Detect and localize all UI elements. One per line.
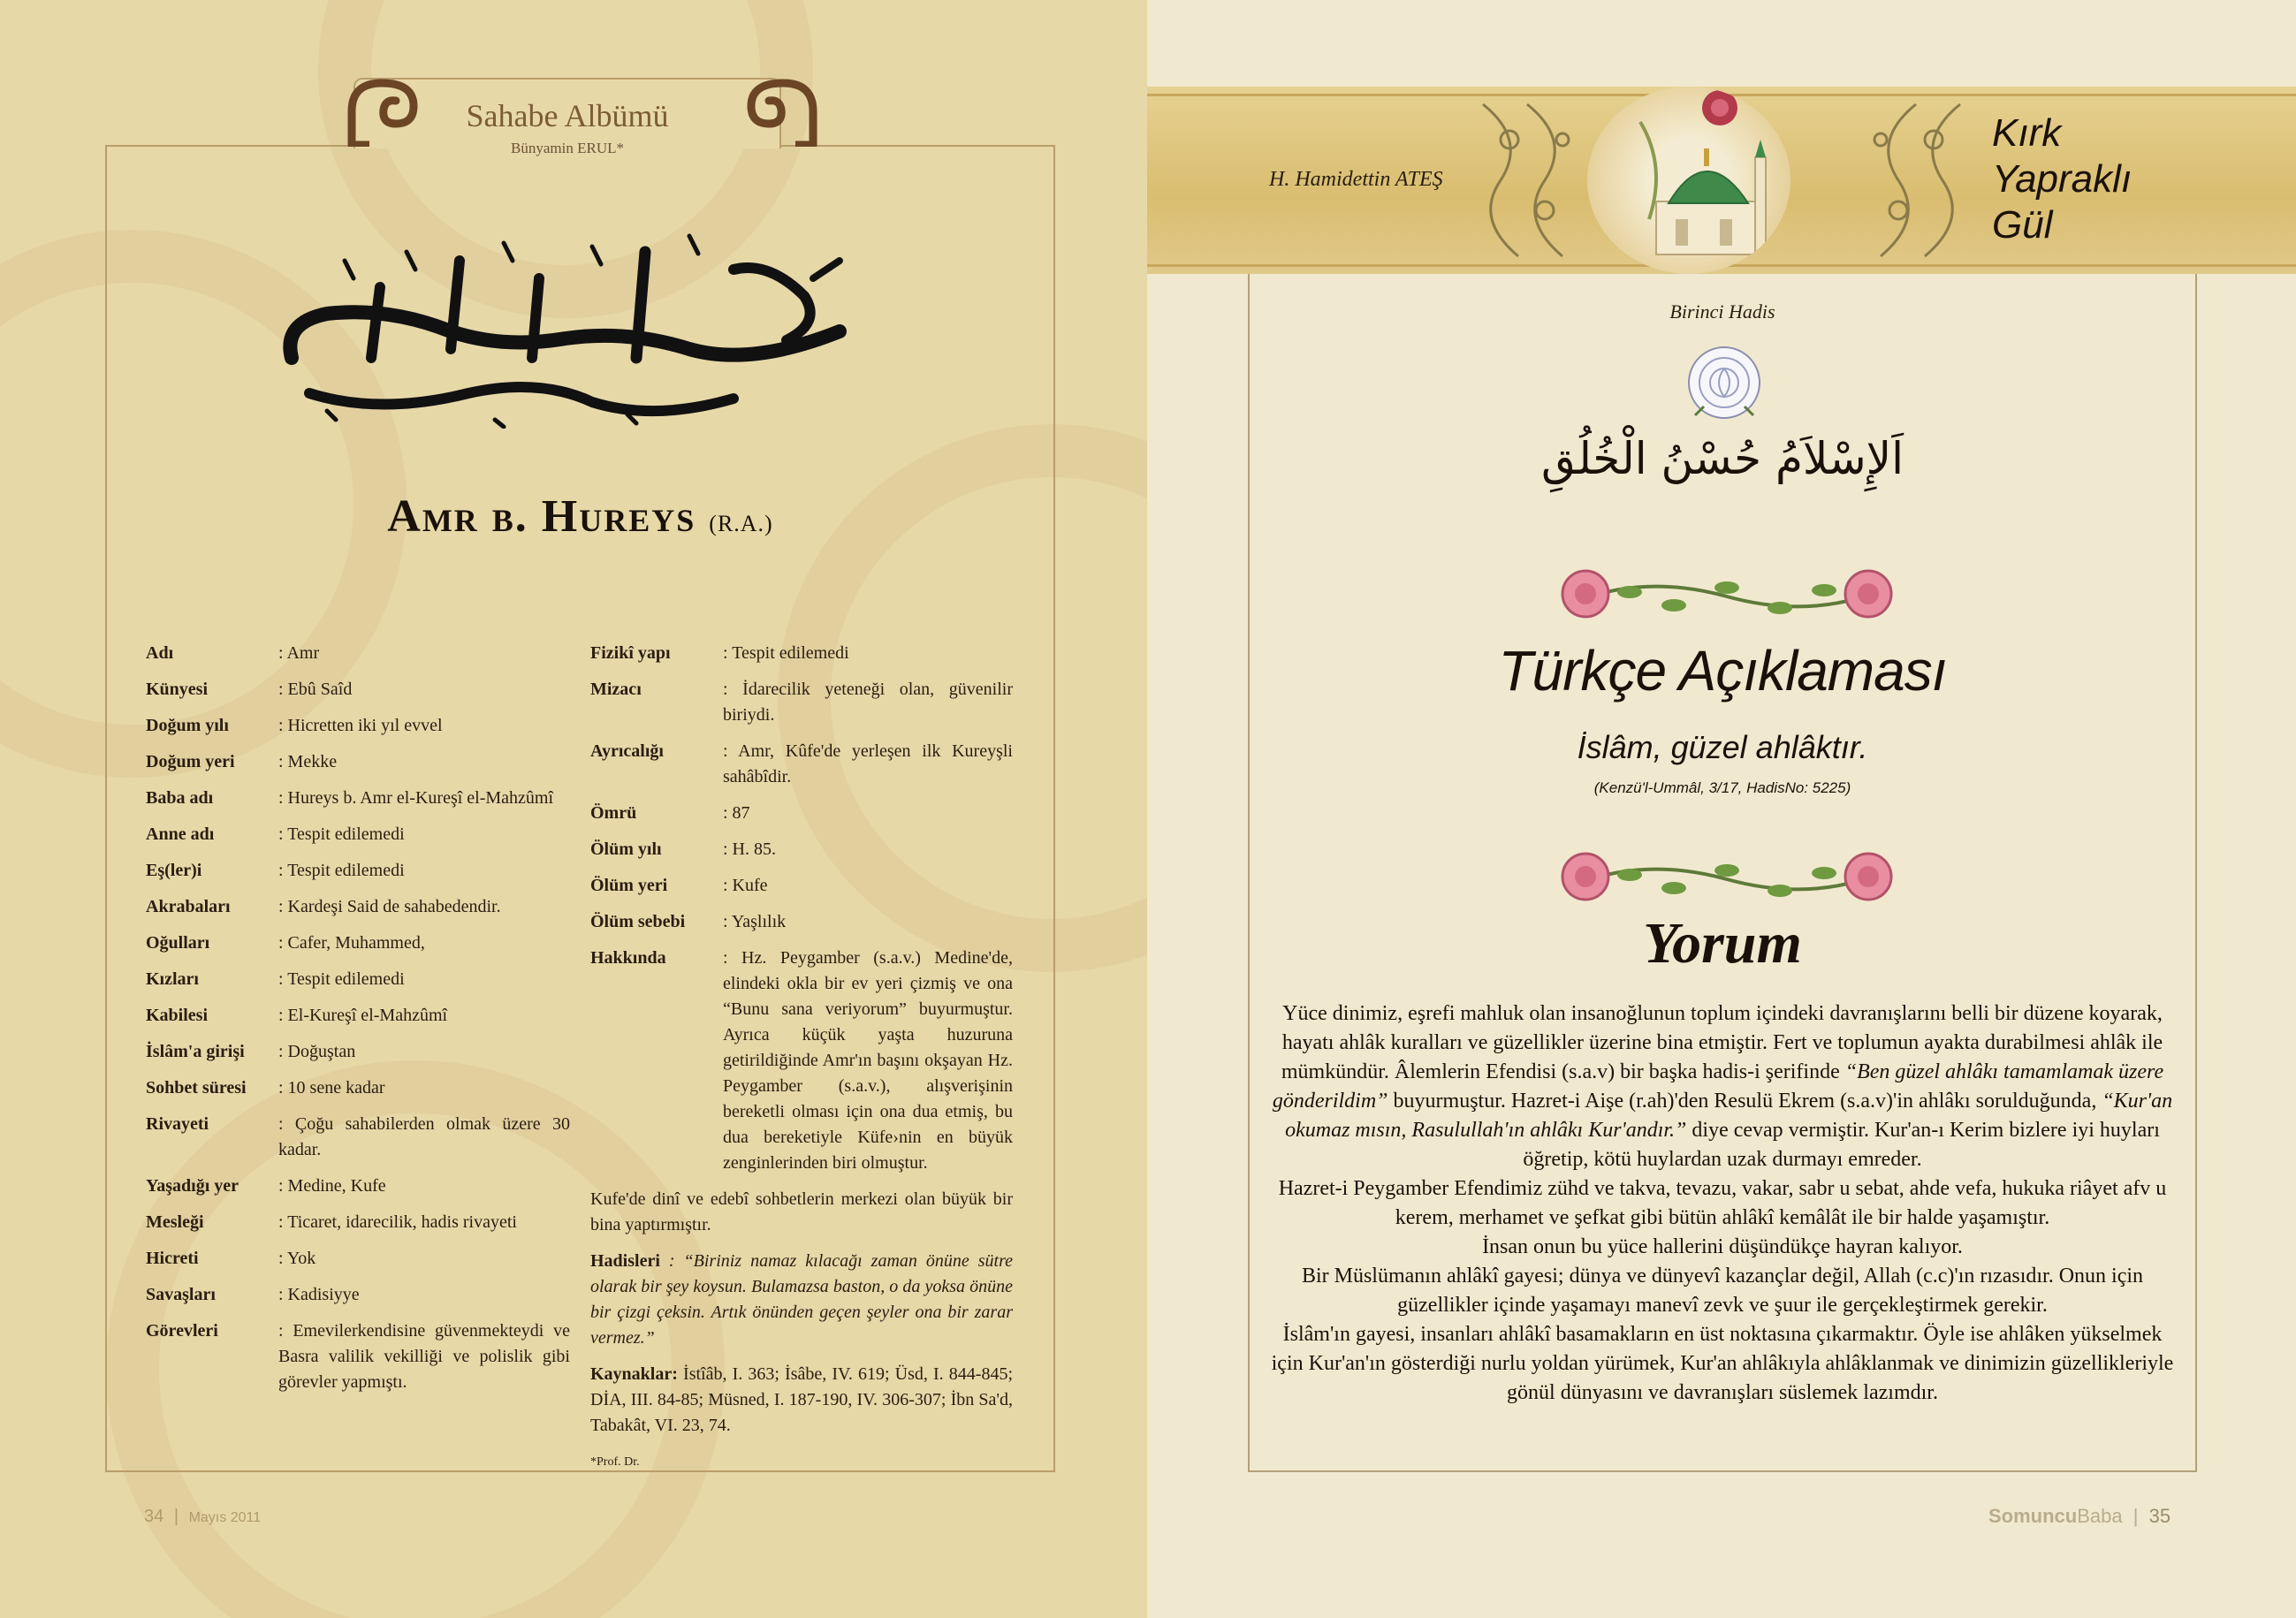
bio-field-value: : Tespit edilemedi [278,969,405,989]
white-rose-icon [1686,345,1762,421]
series-title-line: Gül [1992,203,2053,247]
rose-garland-ornament-icon [1550,839,1904,910]
bio-field-label: Ölüm yılı [590,839,662,859]
bio-field-value: : Medine, Kufe [278,1176,386,1196]
bio-field-row [146,1075,570,1101]
commentary-heading: Yorum [1643,911,1802,976]
bio-field-row [590,677,1013,728]
brand-name: Somuncu [1988,1505,2078,1527]
right-page [1147,0,2296,1618]
bio-field-label: Mesleği [146,1212,204,1232]
bio-field-value: : Çoğu sahabilerden olmak üzere 30 kadar. [278,1114,570,1159]
bio-field-label: Fizikî yapı [590,643,671,663]
bio-field-row [590,909,1013,935]
commentary-paragraph: İslâm'ın gayesi, insanları ahlâkî basamakların en üst noktasına çıkarmaktır. Öyle ise ahlâken yükselmek için Kur'an'ın gösterdiği nurlu yoldan yürümek, Kur'an ahlâkıyla ahlâklanmak ve dinimizin güzellikleriyle gönül dünyasını ve davranışları süslemek lazımdır. [1271,1323,2174,1404]
bio-field-row [590,946,1013,1176]
bio-field-row [146,1174,570,1199]
bio-field-value: : 10 sene kadar [278,1078,385,1098]
bio-field-label: Mizacı [590,680,642,699]
bio-field-label: Künyesi [146,680,209,699]
bio-field-value: : Hz. Peygamber (s.a.v.) Medine'de, elindeki okla bir ev yeri çizmiş ve ona “Bunu sana veriyorum” buyurmuştur. Ayrıca küçük yaşta huzuruna getirildiğinde Amr'ın başını okşayan Hz. Peygamber (s.a.v.), alışverişinin bereketli olması için ona dua etmiş, bu dua bereketiyle Küfe›nin en büyük zenginlerinden biri olmuştur. [723,948,1013,1173]
text-run: Yüce dinimiz, eşrefi mahluk olan insanoğlunun toplum içindeki davranışlarını belli bir düzene koyarak, hayatı ahlâk kuralları ve güzellikler üzerine bina etmiştir. Fert ve toplumun ayakta durabilmesi ahlâk ile mümkündür. Âlemlerin Efendisi (s.a.v) bir başka hadis-i şerifinde [1281,1002,2163,1083]
right-folio: SomuncuBaba | 35 [1988,1505,2171,1527]
bio-field-row [146,858,570,884]
bio-field-value: : El-Kureşî el-Mahzûmî [278,1006,448,1025]
bio-field-row [146,931,570,956]
floral-ornament-icon [1854,87,1978,274]
bio-field-value: : Hicretten iki yıl evvel [278,716,443,735]
bio-field-label: Ayrıcalığı [590,741,664,761]
bio-field-value: : Tespit edilemedi [278,824,405,844]
hadis-paragraph [590,1249,1013,1351]
bio-field-row [146,1112,570,1163]
bio-field-label: Oğulları [146,933,210,953]
bio-field-label: Ölüm sebebi [590,912,686,931]
bio-field-value: : Hureys b. Amr el-Kureşî el-Mahzûmî [278,788,554,808]
bio-field-row [146,1246,570,1272]
bio-field-row [146,677,570,703]
sources-text: İstîâb, I. 363; İsâbe, IV. 619; Üsd, I. 844-845; DİA, III. 84-85; Müsned, I. 187-190, IV. 306-307; İbn Sa'd, Tabakât, VI. 23, 74. [590,1364,1013,1435]
commentary-paragraph [1267,999,2178,1174]
green-dome-mosque-icon [1587,87,1790,274]
bio-field-row [146,641,570,666]
bio-field-row [146,1039,570,1065]
text-run: buyurmuştur. Hazret-i Aişe (r.ah)'den Resulü Ekrem (s.a.v)'in ahlâkı sorulduğunda, [1393,1090,2097,1113]
bio-field-label: Hicreti [146,1249,199,1268]
series-title-line: Kırk [1992,111,2062,155]
bio-field-label: Kızları [146,969,199,989]
series-title-line: Yapraklı [1992,157,2133,201]
section-title: Sahabe Albümü [466,98,669,133]
hadis-label: Hadisleri [590,1251,660,1271]
arabic-hadith-text: اَلإِسْلاَمُ حُسْنُ الْخُلُقِ [1540,433,1904,484]
translation-text: İslâm, güzel ahlâktır. [1577,729,1868,765]
footnote: *Prof. Dr. [590,1455,640,1469]
bio-field-row [146,1282,570,1308]
hadis-text: : “Biriniz namaz kılacağı zaman önüne sütre olarak bir şey koysun. Bulamazsa baston, o da yoksa önüne bir çizgi çeksin. Artık önünden geçen şeyler ona bir zarar vermez.” [590,1251,1014,1348]
bio-field-value: : Tespit edilemedi [723,643,849,663]
sources-paragraph [590,1362,1013,1439]
commentary-paragraph: İnsan onun bu yüce hallerini düşündükçe hayran kalıyor. [1482,1235,1963,1258]
bio-field-value: : Doğuştan [278,1042,356,1061]
bio-field-row [590,801,1013,826]
sources-label: Kaynaklar: [590,1364,678,1384]
commentary-paragraph: Bir Müslümanın ahlâkî gayesi; dünya ve dünyevî kazançlar değil, Allah (c.c)'ın rızasıdır. Onun için güzellikler içinde yaşamayı manevî zevk ve şuur ile gerçekleştirmek gerekir. [1301,1265,2144,1317]
hadith-source: (Kenzü'l-Ummâl, 3/17, HadisNo: 5225) [1593,779,1851,796]
quote-run: “Kur'an okumaz mısın, Rasulullah'ın ahlâkı Kur'andır.” [1285,1090,2173,1142]
bio-field-value: : Amr, Kûfe'de yerleşen ilk Kureyşli sahâbîdir. [723,741,1013,786]
quote-run: “Ben güzel ahlâkı tamamlamak üzere gönderildim” [1272,1060,2164,1113]
bio-field-row [146,967,570,992]
bio-field-label: Doğum yılı [146,716,229,735]
section-author: Bünyamin ERUL* [511,140,624,156]
companion-name-heading [105,490,1055,543]
bio-field-label: Savaşları [146,1285,216,1304]
bio-field-value: : Yaşlılık [723,912,787,931]
hadis-number-label: Birinci Hadis [1669,300,1775,323]
bio-field-row [590,641,1013,666]
bio-field-label: Rivayeti [146,1114,209,1134]
bio-field-row [146,786,570,811]
text-run: diye cevap vermiştir. Kur'an-ı Kerim bizlere iyi huyları öğretip, kötü huylardan uzak durmayı emreder. [1523,1119,2160,1171]
building-paragraph: Kufe'de dinî ve edebî sohbetlerin merkezi olan büyük bir bina yaptırmıştır. [590,1189,1013,1234]
bio-field-label: Eş(ler)i [146,861,202,880]
bio-field-label: Ölüm yeri [590,876,668,895]
bio-field-value: : Ticaret, idarecilik, hadis rivayeti [278,1212,517,1232]
bio-field-label: Baba adı [146,788,214,808]
bio-field-value: : 87 [723,803,750,823]
left-folio: 34 | Mayıs 2011 [144,1507,262,1526]
bio-field-value: : Emevilerkendisine güvenmekteydi ve Basra valilik vekilliği ve polislik gibi görevler yapmıştı. [278,1321,570,1392]
bio-field-row [590,837,1013,862]
arabic-calligraphy-logo [274,225,884,429]
bio-column-2 [590,641,1013,1475]
honorific: (R.A.) [709,511,773,536]
bio-field-value: : Yok [278,1249,316,1268]
bio-field-label: Anne adı [146,824,215,844]
bio-field-value: : İdarecilik yeteneği olan, güvenilir biriydi. [723,680,1013,725]
bio-field-label: Adı [146,643,174,663]
bio-field-row [146,1210,570,1235]
translation-heading: Türkçe Açıklaması [1498,639,1947,703]
companion-name: Amr b. Hureys [387,491,696,542]
commentary-paragraph: Hazret-i Peygamber Efendimiz zühd ve takva, tevazu, vakar, sabr u sebat, ahde vefa, hukuka riâyet afv u kerem, merhamet ve şefkat gibi bütün ahlâkî kemâlât ile bir halde yaşamıştır. [1278,1177,2167,1229]
article-author: H. Hamidettin ATEŞ [1269,168,1443,191]
bio-field-value: : Kardeşi Said de sahabedendir. [278,897,501,916]
bio-field-label: Yaşadığı yer [146,1176,239,1196]
bio-field-label: İslâm'a girişi [146,1042,245,1061]
bio-field-value: : Cafer, Muhammed, [278,933,425,953]
bio-field-label: Sohbet süresi [146,1078,247,1098]
bio-field-value: : Amr [278,643,320,663]
bio-field-value: : Ebû Saîd [278,680,353,699]
bio-field-value: : Mekke [278,752,338,771]
rose-garland-ornament-icon [1550,557,1904,627]
bio-field-value: : Kadisiyye [278,1285,360,1304]
bio-field-label: Kabilesi [146,1006,209,1025]
bio-column-1 [146,641,570,1406]
series-title [1992,110,2132,248]
bio-field-row [590,873,1013,899]
bio-field-value: : H. 85. [723,839,776,859]
bio-field-label: Doğum yeri [146,752,235,771]
bio-field-label: Hakkında [590,948,666,968]
bio-field-row [146,713,570,739]
issue-date: Mayıs 2011 [188,1510,262,1525]
mosque-medallion [1587,87,1790,274]
page-number: 35 [2148,1505,2171,1527]
bio-field-row [146,1003,570,1029]
bio-field-row [590,739,1013,790]
bio-field-label: Ömrü [590,803,637,823]
bio-field-row [146,822,570,847]
bio-field-row [146,894,570,920]
bio-field-label: Akrabaları [146,897,231,916]
page-number: 34 [144,1507,164,1526]
floral-ornament-icon [1465,87,1589,274]
commentary-body [1267,999,2178,1408]
bio-field-row [146,1318,570,1395]
bio-field-value: : Tespit edilemedi [278,861,405,880]
bio-field-value: : Kufe [723,876,768,895]
brand-name-suffix: Baba [2077,1505,2123,1527]
bio-field-label: Görevleri [146,1321,218,1341]
bio-field-row [146,749,570,775]
left-page [0,0,1147,1618]
